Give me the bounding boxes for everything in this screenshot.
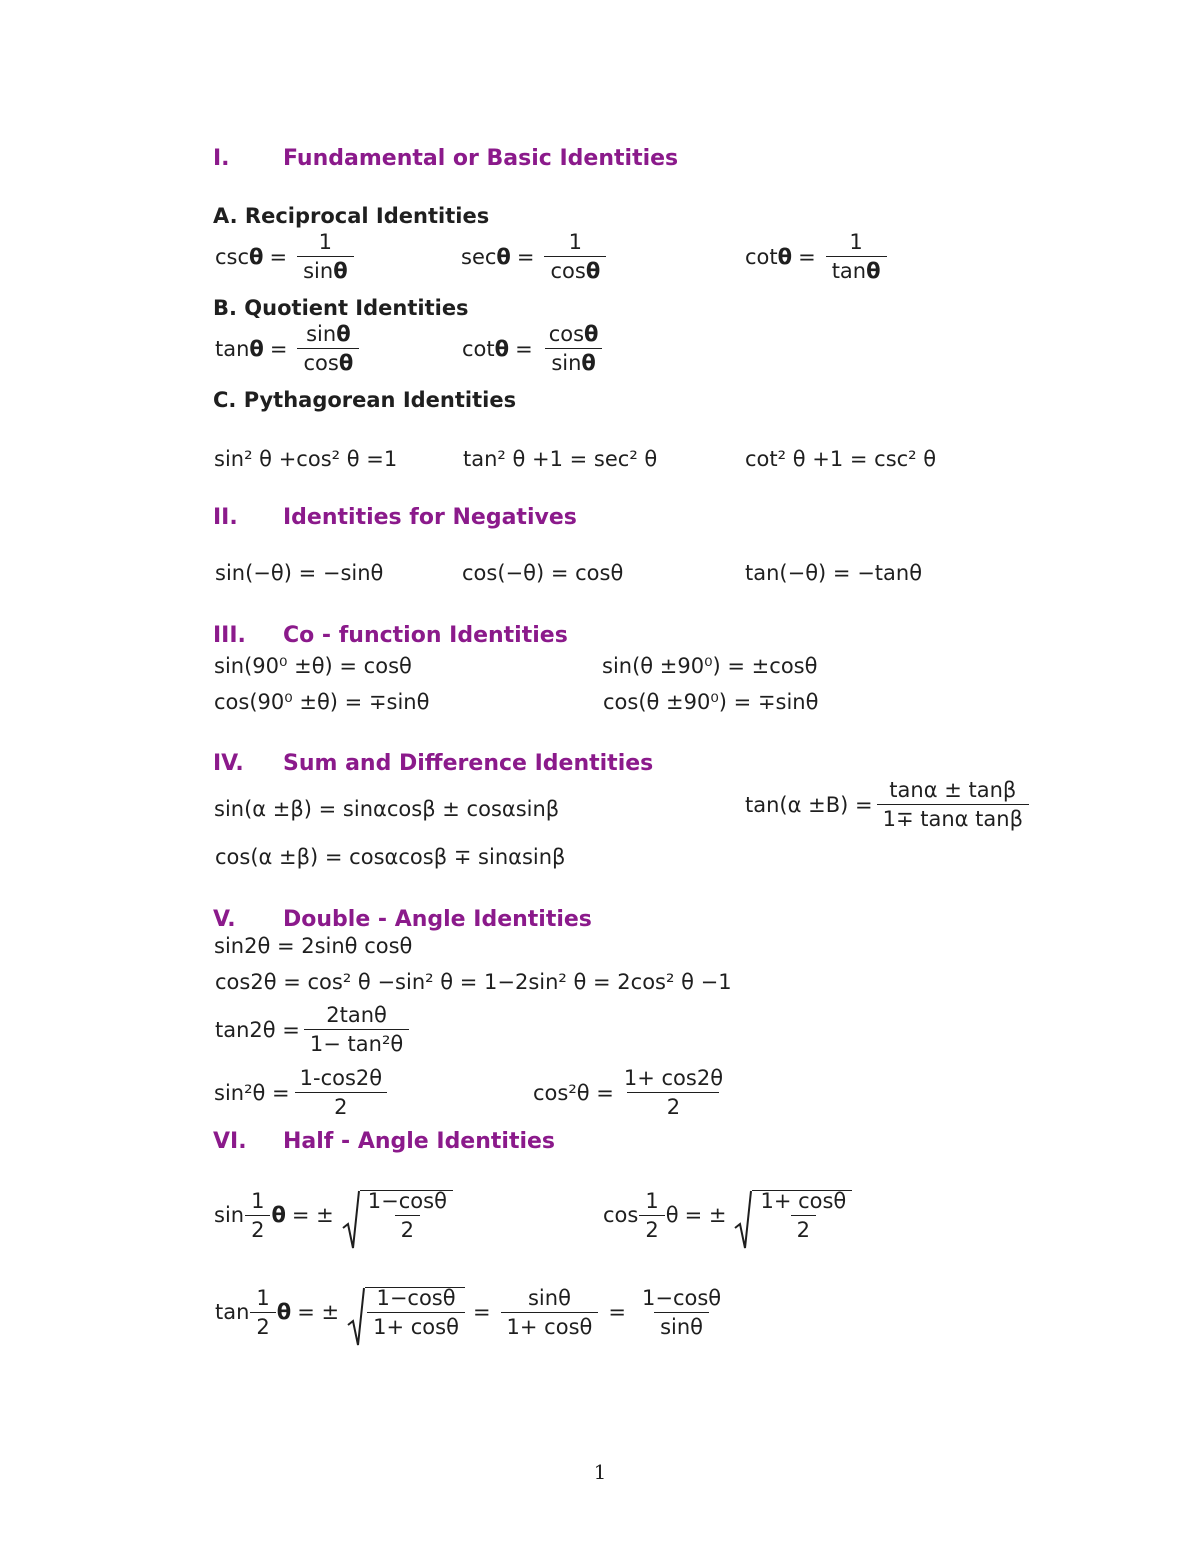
subheading-pythagorean: C. Pythagorean Identities <box>213 388 517 412</box>
numerator: 1−cosθ <box>367 1189 447 1213</box>
denominator: 2 <box>639 1215 664 1241</box>
fn-name: tan <box>215 336 250 361</box>
numerator: 2tanθ <box>326 1003 387 1027</box>
numerator <box>543 324 605 348</box>
radicand <box>752 1190 852 1241</box>
radicand <box>360 1190 453 1241</box>
equation-cofunction-3: cos(90⁰ ±θ) = ∓sinθ <box>214 690 430 714</box>
fn-name: sec <box>461 244 497 269</box>
fn: sin <box>551 351 582 375</box>
denominator <box>826 256 887 282</box>
denominator: sinθ <box>654 1312 709 1338</box>
equation-half-tan <box>215 1287 731 1338</box>
radicand <box>365 1287 465 1338</box>
theta: θ <box>249 336 264 361</box>
equation-cofunction-1: sin(90⁰ ±θ) = cosθ <box>214 654 412 678</box>
equals: = <box>269 336 288 361</box>
fraction <box>297 232 354 282</box>
theta: θ <box>866 259 881 283</box>
numerator: sinθ <box>527 1285 571 1310</box>
half-fraction <box>250 1285 275 1339</box>
radical-sign-icon <box>734 1190 752 1250</box>
numerator: 1+ cosθ <box>760 1189 847 1213</box>
half-fraction <box>245 1188 270 1242</box>
theta: θ <box>585 259 601 283</box>
denominator: 2 <box>245 1215 270 1241</box>
section-number: II. <box>213 505 238 530</box>
theta: θ <box>276 1300 292 1324</box>
lhs: cos²θ = <box>533 1080 614 1105</box>
fn-name: csc <box>215 244 250 269</box>
denominator: 2 <box>395 1215 420 1241</box>
square-root <box>347 1287 465 1338</box>
section-title: Identities for Negatives <box>283 505 577 530</box>
lhs: tan(α ±B) = <box>745 792 873 817</box>
fraction <box>294 1068 388 1118</box>
fraction <box>826 232 887 282</box>
radical-sign-icon <box>347 1287 365 1347</box>
denominator: 2 <box>250 1312 275 1338</box>
equals: = <box>269 244 288 269</box>
numerator: 1−cosθ <box>376 1286 456 1310</box>
equation-power-reduce-sin <box>214 1068 392 1118</box>
denominator: 2 <box>295 1092 387 1118</box>
section-title: Sum and Difference Identities <box>283 751 654 776</box>
equals: = <box>515 336 533 361</box>
theta: θ <box>338 351 354 375</box>
page-number: 1 <box>593 1460 607 1484</box>
section-number: VI. <box>213 1129 247 1154</box>
numerator: 1 <box>256 1285 270 1310</box>
theta: θ <box>494 336 510 361</box>
section-title: Fundamental or Basic Identities <box>283 146 679 171</box>
fraction <box>304 1005 409 1055</box>
fn: cos <box>303 351 339 375</box>
fn-name: cot <box>462 336 495 361</box>
equals: = <box>516 244 535 269</box>
equation-sum-cos: cos(α ±β) = cosαcosβ ∓ sinαsinβ <box>215 845 566 869</box>
section-number: V. <box>213 907 236 932</box>
fraction <box>543 324 605 374</box>
equation-double-cos: cos2θ = cos² θ −sin² θ = 1−2sin² θ = 2cos² θ −1 <box>215 970 732 994</box>
equation-sum-sin: sin(α ±β) = sinαcosβ ± cosαsinβ <box>214 797 560 821</box>
equation-cofunction-2: sin(θ ±90⁰) = ±cosθ <box>602 654 818 678</box>
fn: cos <box>550 259 586 283</box>
equals: = <box>472 1300 491 1324</box>
fraction <box>636 1285 727 1339</box>
fraction <box>618 1068 729 1118</box>
equation-negative-cos: cos(−θ) = cosθ <box>462 561 624 585</box>
equation-negative-tan: tan(−θ) = −tanθ <box>745 561 923 585</box>
equation-pythagorean-2: tan² θ +1 = sec² θ <box>463 447 658 471</box>
equation-double-sin: sin2θ = 2sinθ cosθ <box>214 934 413 958</box>
fn-name: tan <box>215 1300 250 1324</box>
numerator: 1 <box>849 230 863 254</box>
half-fraction <box>639 1188 664 1242</box>
equation-sec <box>461 232 610 282</box>
denominator: 1+ cosθ <box>367 1312 465 1338</box>
numerator: 1 <box>645 1188 659 1213</box>
equation-negative-sin: sin(−θ) = −sinθ <box>215 561 384 585</box>
denominator <box>545 348 602 374</box>
lhs: sin²θ = <box>214 1080 290 1105</box>
equation-pythagorean-3: cot² θ +1 = csc² θ <box>745 447 937 471</box>
fraction <box>501 1285 599 1339</box>
fraction <box>297 324 359 374</box>
fraction <box>362 1191 453 1241</box>
radical-sign-icon <box>342 1190 360 1250</box>
equation-double-tan <box>215 1005 413 1055</box>
theta: θ <box>271 1203 286 1227</box>
section-number: IV. <box>213 751 244 776</box>
section-title: Co - function Identities <box>283 623 568 648</box>
numerator: 1-cos2θ <box>299 1066 383 1090</box>
section-title: Half - Angle Identities <box>283 1129 556 1154</box>
fn-name: cos <box>603 1203 639 1227</box>
section-title: Double - Angle Identities <box>283 907 592 932</box>
denominator: 1+ cosθ <box>501 1312 599 1338</box>
subheading-reciprocal: A. Reciprocal Identities <box>213 204 490 228</box>
theta: θ <box>584 322 599 346</box>
theta: θ <box>249 244 264 269</box>
denominator <box>544 256 606 282</box>
numerator: 1+ cos2θ <box>623 1066 724 1090</box>
lhs: tan2θ = <box>215 1017 300 1042</box>
fn-name: sin <box>214 1203 245 1227</box>
denominator <box>297 256 354 282</box>
square-root <box>734 1190 852 1241</box>
fraction <box>877 780 1029 830</box>
fraction <box>544 232 606 282</box>
equation-half-sin <box>214 1190 455 1241</box>
fn: sin <box>306 322 337 346</box>
fn: cos <box>548 322 585 346</box>
numerator: 1 <box>251 1188 265 1213</box>
numerator: 1 <box>568 230 583 254</box>
denominator: 1− tan²θ <box>304 1029 409 1055</box>
square-root <box>342 1190 453 1241</box>
section-number: I. <box>213 146 230 171</box>
fn-name: cot <box>745 244 778 269</box>
subheading-quotient: B. Quotient Identities <box>213 296 469 320</box>
denominator: 1∓ tanα tanβ <box>877 804 1029 830</box>
equals-plus-minus: = ± <box>291 1203 334 1227</box>
equation-tan-quotient <box>215 324 363 374</box>
theta: θ <box>777 244 793 269</box>
theta: θ <box>581 351 596 375</box>
numerator: 1 <box>318 230 333 254</box>
equation-sum-tan <box>745 780 1033 830</box>
equation-pythagorean-1: sin² θ +cos² θ =1 <box>214 447 398 471</box>
equals-plus-minus: = ± <box>297 1300 340 1324</box>
fn: tan <box>831 259 867 283</box>
equation-cot <box>745 232 891 282</box>
equation-csc <box>215 232 358 282</box>
denominator <box>297 348 359 374</box>
section-number: III. <box>213 623 246 648</box>
equals: = <box>798 244 816 269</box>
denominator: 2 <box>627 1092 719 1118</box>
theta: θ <box>333 259 348 283</box>
fn: sin <box>303 259 334 283</box>
numerator: 1−cosθ <box>641 1285 722 1310</box>
equation-power-reduce-cos <box>533 1068 733 1118</box>
equation-half-cos <box>603 1190 854 1241</box>
equals: = <box>608 1300 626 1324</box>
equation-cofunction-4: cos(θ ±90⁰) = ∓sinθ <box>603 690 819 714</box>
numerator: tanα ± tanβ <box>889 778 1017 802</box>
theta: θ <box>336 322 351 346</box>
equals-plus-minus: = ± <box>684 1203 727 1227</box>
denominator: 2 <box>791 1215 816 1241</box>
theta: θ <box>496 244 511 269</box>
fraction <box>754 1191 852 1241</box>
equation-cot-quotient <box>462 324 608 374</box>
fraction <box>367 1288 465 1338</box>
theta: θ <box>665 1203 679 1227</box>
numerator <box>300 324 357 348</box>
